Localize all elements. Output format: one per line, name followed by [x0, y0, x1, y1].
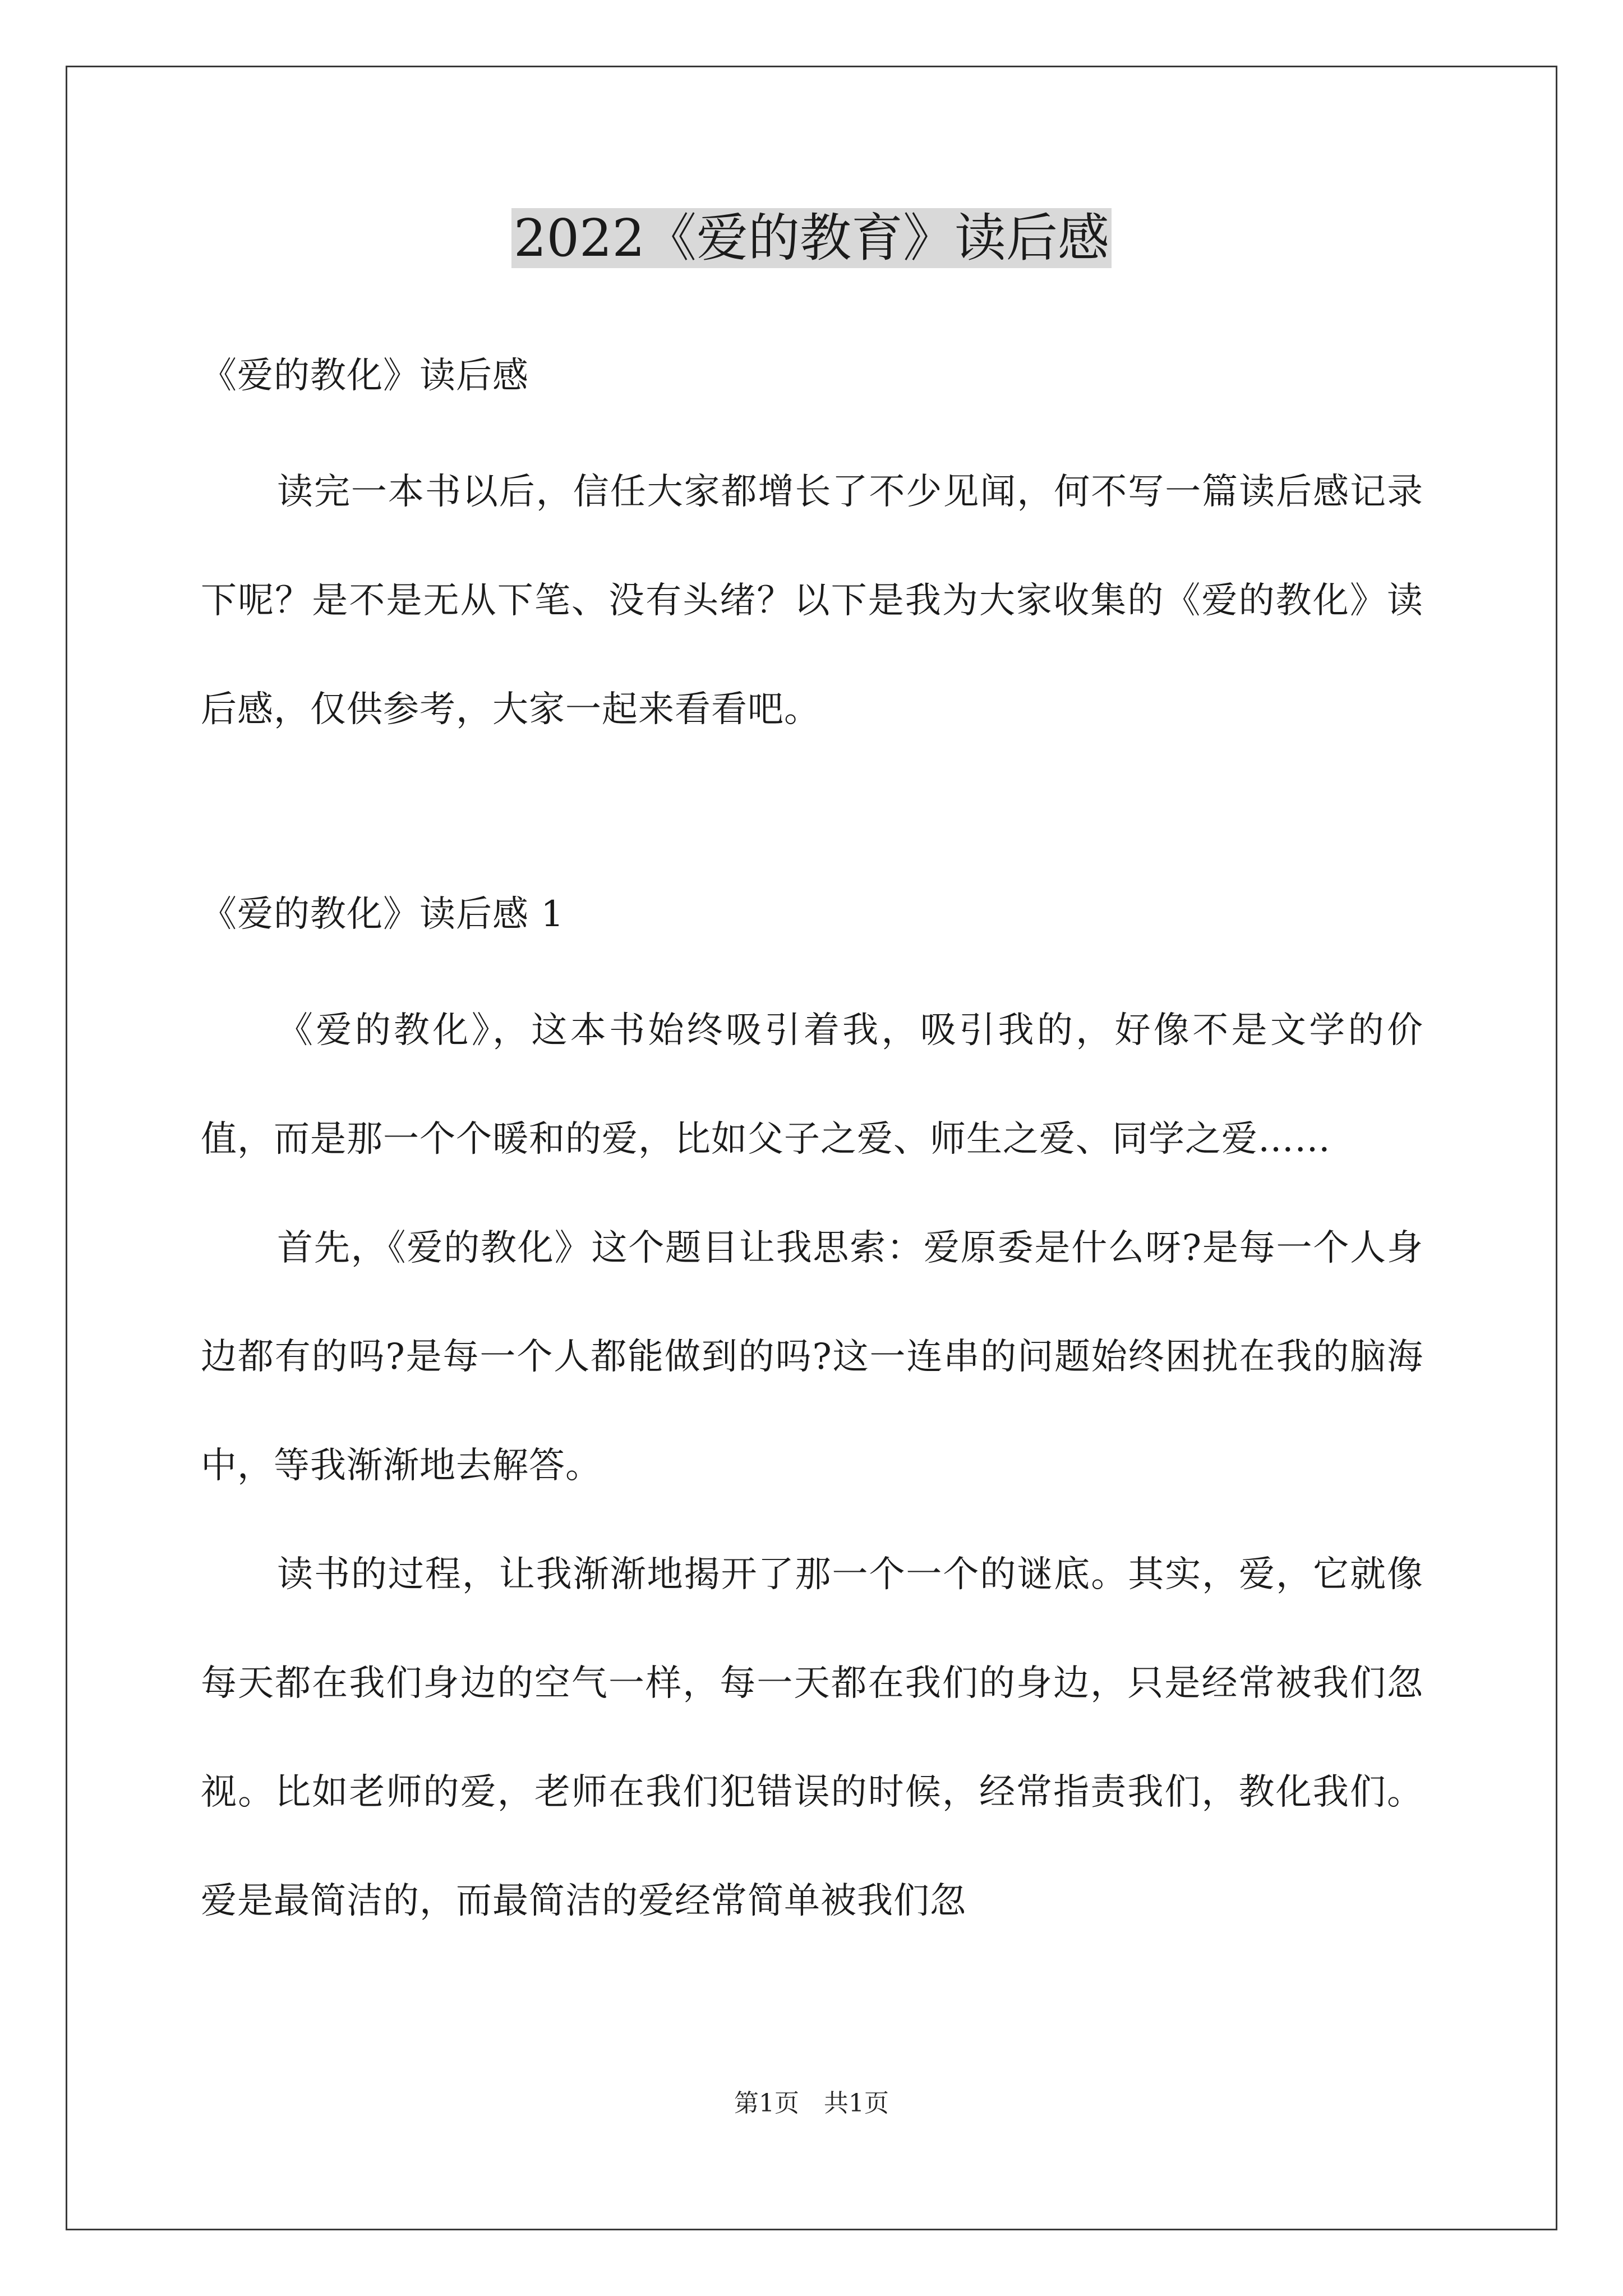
section-heading: 《爱的教化》读后感 1 — [201, 894, 565, 935]
section-body — [201, 976, 1423, 1955]
intro-block — [201, 438, 1423, 764]
document-title — [0, 202, 1623, 275]
page-number: 第1页 — [734, 2089, 799, 2118]
intro-paragraph: 读完一本书以后，信任大家都增长了不少见闻，何不写一篇读后感记录下呢？是不是无从下笔、没有头绪？以下是我为大家收集的《爱的教化》读后感，仅供参考，大家一起来看看吧。 — [201, 471, 1423, 730]
body-paragraph-2: 首先，《爱的教化》这个题目让我思索：爱原委是什么呀?是每一个人身边都有的吗?是每一个人都能做到的吗?这一连串的问题始终困扰在我的脑海中，等我渐渐地去解答。 — [201, 1227, 1423, 1487]
body-paragraph-1: 《爱的教化》，这本书始终吸引着我，吸引我的，好像不是文学的价值，而是那一个个暖和的爱，比如父子之爱、师生之爱、同学之爱…… — [201, 1010, 1423, 1160]
document-title-text: 2022《爱的教育》读后感 — [511, 208, 1112, 268]
page-total: 共1页 — [824, 2089, 889, 2118]
document-subtitle: 《爱的教化》读后感 — [201, 355, 529, 397]
body-paragraph-3: 读书的过程，让我渐渐地揭开了那一个一个的谜底。其实，爱，它就像每天都在我们身边的空气一样，每一天都在我们的身边，只是经常被我们忽视。比如老师的爱，老师在我们犯错误的时候，经常指责我们，教化我们。爱是最简洁的，而最简洁的爱经常简单被我们忽 — [201, 1554, 1423, 1922]
page-footer — [0, 2087, 1623, 2120]
